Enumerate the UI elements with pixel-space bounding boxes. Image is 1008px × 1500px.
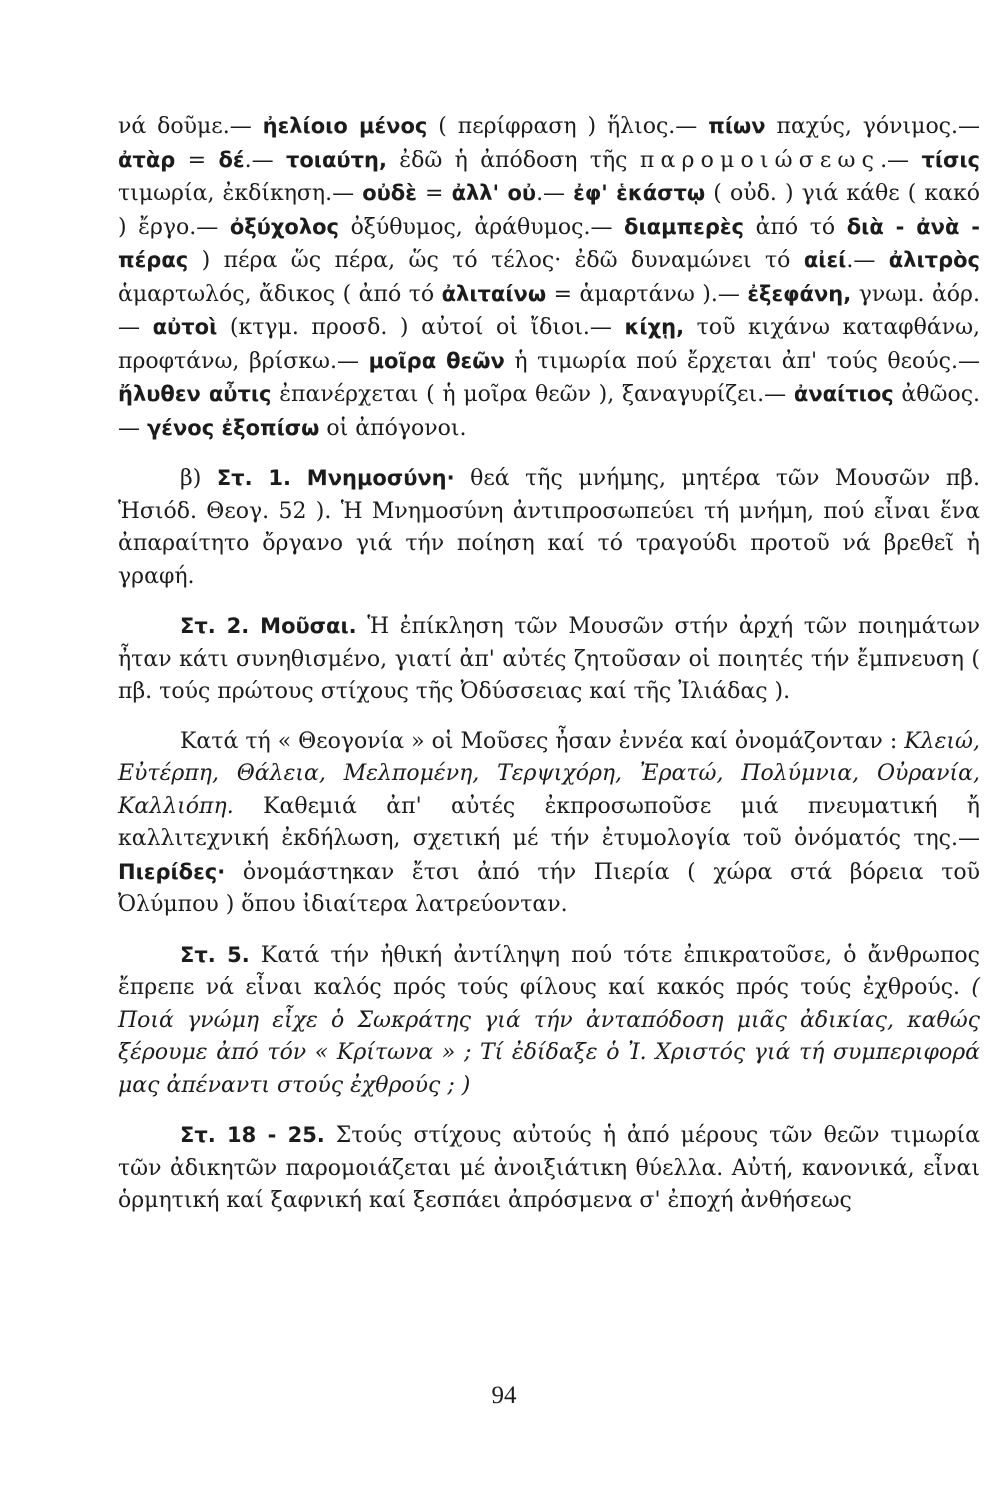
- bold-term: γένος ἐξοπίσω: [147, 415, 320, 440]
- bold-term: κίχῃ,: [624, 315, 685, 339]
- glossary-paragraph: νά δοῦμε.— ἠελίοιο μένος ( περίφραση ) ἥλιος.— πίων παχύς, γόνιμος.— ἀτὰρ = δέ.— τοιαύτη, ἐδῶ ἡ ἀπόδοση τῆς παρομοιώσεως.— τίσις τιμωρία, ἐκδίκηση.— οὐδὲ = ἀλλ' οὐ.— ἐφ' ἑκάστῳ ( οὐδ. ) γιά κάθε ( κακό ) ἔργο.— ὀξύχολος ὀξύθυμος, ἀράθυμος.— διαμπερὲς ἀπό τό διὰ - ἀνὰ - πέρας ) πέρα ὥς πέρα, ὥς τό τέλος· ἐδῶ δυναμώνει τό αἰεί.— ἀλιτρὸς ἁμαρτωλός, ἄδικος ( ἀπό τό ἀλιταίνω = ἁμαρτάνω ).— ἐξεφάνη, γνωμ. ἀόρ.— αὐτοὶ (κτγμ. προσδ. ) αὐτοί οἱ ἴδιοι.— κίχῃ, τοῦ κιχάνω καταφθάνω, προφτάνω, βρίσκω.— μοῖρα θεῶν ἡ τιμωρία πού ἔρχεται ἀπ' τούς θεούς.— ἤλυθεν αὖτις ἐπανέρχεται ( ἡ μοῖρα θεῶν ), ξαναγυρίζει.— ἀναίτιος ἀθῶος.— γένος ἐξοπίσω οἱ ἀπόγονοι.: [118, 114, 981, 441]
- note-paragraph-lines-18-25: Στ. 18 - 25. Στούς στίχους αὐτούς ἡ ἀπό μέρους τῶν θεῶν τιμωρία τῶν ἀδικητῶν παρομοιάζεται μέ ἀνοιξιάτικη θύελλα. Αὐτή, κανονικά, εἶναι ὁρμητική καί ξαφνική καί ξεσπάει ἀπρόσμενα σ' ἐποχή ἀνθήσεως: [118, 1123, 980, 1213]
- note-paragraph-theogony: Κατά τή « Θεογονία » οἱ Μοῦσες ἦσαν ἐννέα καί ὀνομάζονταν : Κλειώ, Εὐτέρπη, Θάλεια, Μελπομένη, Τερψιχόρη, Ἐρατώ, Πολύμνια, Οὐρανία, Καλλιόπη. Καθεμιά ἀπ' αὐτές ἐκπροσωποῦσε μιά πνευματική ἤ καλλιτεχνική ἐκδήλωση, σχετική μέ τήν ἐτυμολογία τοῦ ὀνόματός της.— Πιερίδες· ὀνομάστηκαν ἔτσι ἀπό τήν Πιερία ( χώρα στά βόρεια τοῦ Ὀλύμπου ) ὅπου ἰδιαίτερα λατρεύονταν.: [118, 728, 980, 917]
- bold-term: τοιαύτη,: [285, 147, 387, 172]
- bold-term: μοῖρα θεῶν: [368, 348, 505, 373]
- bold-term: διαμπερὲς: [624, 214, 745, 239]
- page-number: 94: [491, 1382, 517, 1409]
- bold-term: ἀναίτιος: [793, 382, 894, 406]
- commentary-text: [118, 110, 980, 1218]
- italic-text: Κλειώ, Εὐτέρπη, Θάλεια, Μελπομένη, Τερψιχόρη, Ἐρατώ, Πολύμνια, Οὐρανία, Καλλιόπη.: [118, 728, 980, 819]
- bold-term: ἀλιταίνω: [441, 281, 547, 306]
- bold-term: Στ. 5.: [180, 942, 250, 967]
- note-paragraph-line-2: Στ. 2. Μοῦσαι. Ἡ ἐπίκληση τῶν Μουσῶν στήν ἀρχή τῶν ποιημάτων ἦταν κάτι συνηθισμένο, γιατί ἀπ' αὐτές ζητοῦσαν οἱ ποιητές τήν ἔμπνευση ( πβ. τούς πρώτους στίχους τῆς Ὀδύσσειας καί τῆς Ἰλιάδας ).: [118, 614, 980, 704]
- bold-term: Στ. 2. Μοῦσαι.: [180, 614, 357, 638]
- bold-term: ἐξεφάνη,: [747, 281, 852, 306]
- note-paragraph-line-1: β) Στ. 1. Μνημοσύνη· θεά τῆς μνήμης, μητέρα τῶν Μουσῶν πβ. Ἡσιόδ. Θεογ. 52 ). Ἡ Μνημοσύνη ἀντιπροσωπεύει τή μνήμη, πού εἶναι ἕνα ἀπαραίτητο ὄργανο γιά τήν ποίηση καί τό τραγούδι προτοῦ νά βρεθεῖ ἡ γραφή.: [118, 466, 980, 589]
- bold-term: αἰεί: [803, 248, 847, 272]
- bold-term: ἤλυθεν αὖτις: [118, 382, 272, 406]
- bold-term: Πιερίδες·: [118, 859, 226, 884]
- bold-term: οὐδὲ: [362, 181, 417, 205]
- italic-text: ( Ποιά γνώμη εἶχε ὁ Σωκράτης γιά τήν ἀνταπόδοση μιᾶς ἀδικίας, καθώς ξέρουμε ἀπό τόν « Κρίτωνα » ; Τί ἐδίδαξε ὁ Ἰ. Χριστός γιά τή συμπεριφορά μας ἀπέναντι στούς ἐχθρούς ; ): [118, 975, 980, 1098]
- bold-term: ἀλιτρὸς: [888, 248, 980, 272]
- bold-term: διὰ - ἀνὰ - πέρας: [118, 214, 980, 272]
- spaced-text: παρομοιώσεως: [639, 147, 881, 173]
- note-paragraph-line-5: Στ. 5. Κατά τήν ἠθική ἀντίληψη πού τότε ἐπικρατοῦσε, ὁ ἄνθρωπος ἔπρεπε νά εἶναι καλός πρός τούς φίλους καί κακός πρός τούς ἐχθρούς. ( Ποιά γνώμη εἶχε ὁ Σωκράτης γιά τήν ἀνταπόδοση μιᾶς ἀδικίας, καθώς ξέρουμε ἀπό τόν « Κρίτωνα » ; Τί ἐδίδαξε ὁ Ἰ. Χριστός γιά τή συμπεριφορά μας ἀπέναντι στούς ἐχθρούς ; ): [118, 942, 980, 1098]
- bold-term: ἐφ' ἑκάστῳ: [573, 181, 706, 205]
- bold-term: Στ. 1. Μνημοσύνη·: [216, 466, 455, 490]
- bold-term: πίων: [708, 114, 766, 138]
- bold-term: τίσις: [921, 147, 981, 172]
- bold-term: ἀλλ' οὐ: [451, 181, 537, 205]
- bold-term: ἠελίοιο μένος: [262, 114, 428, 138]
- bold-term: αὐτοὶ: [152, 315, 218, 339]
- bold-term: Στ. 18 - 25.: [180, 1123, 325, 1147]
- bold-term: ὀξύχολος: [229, 214, 339, 239]
- bold-term: ἀτὰρ: [118, 147, 176, 172]
- bold-term: δέ: [218, 147, 245, 172]
